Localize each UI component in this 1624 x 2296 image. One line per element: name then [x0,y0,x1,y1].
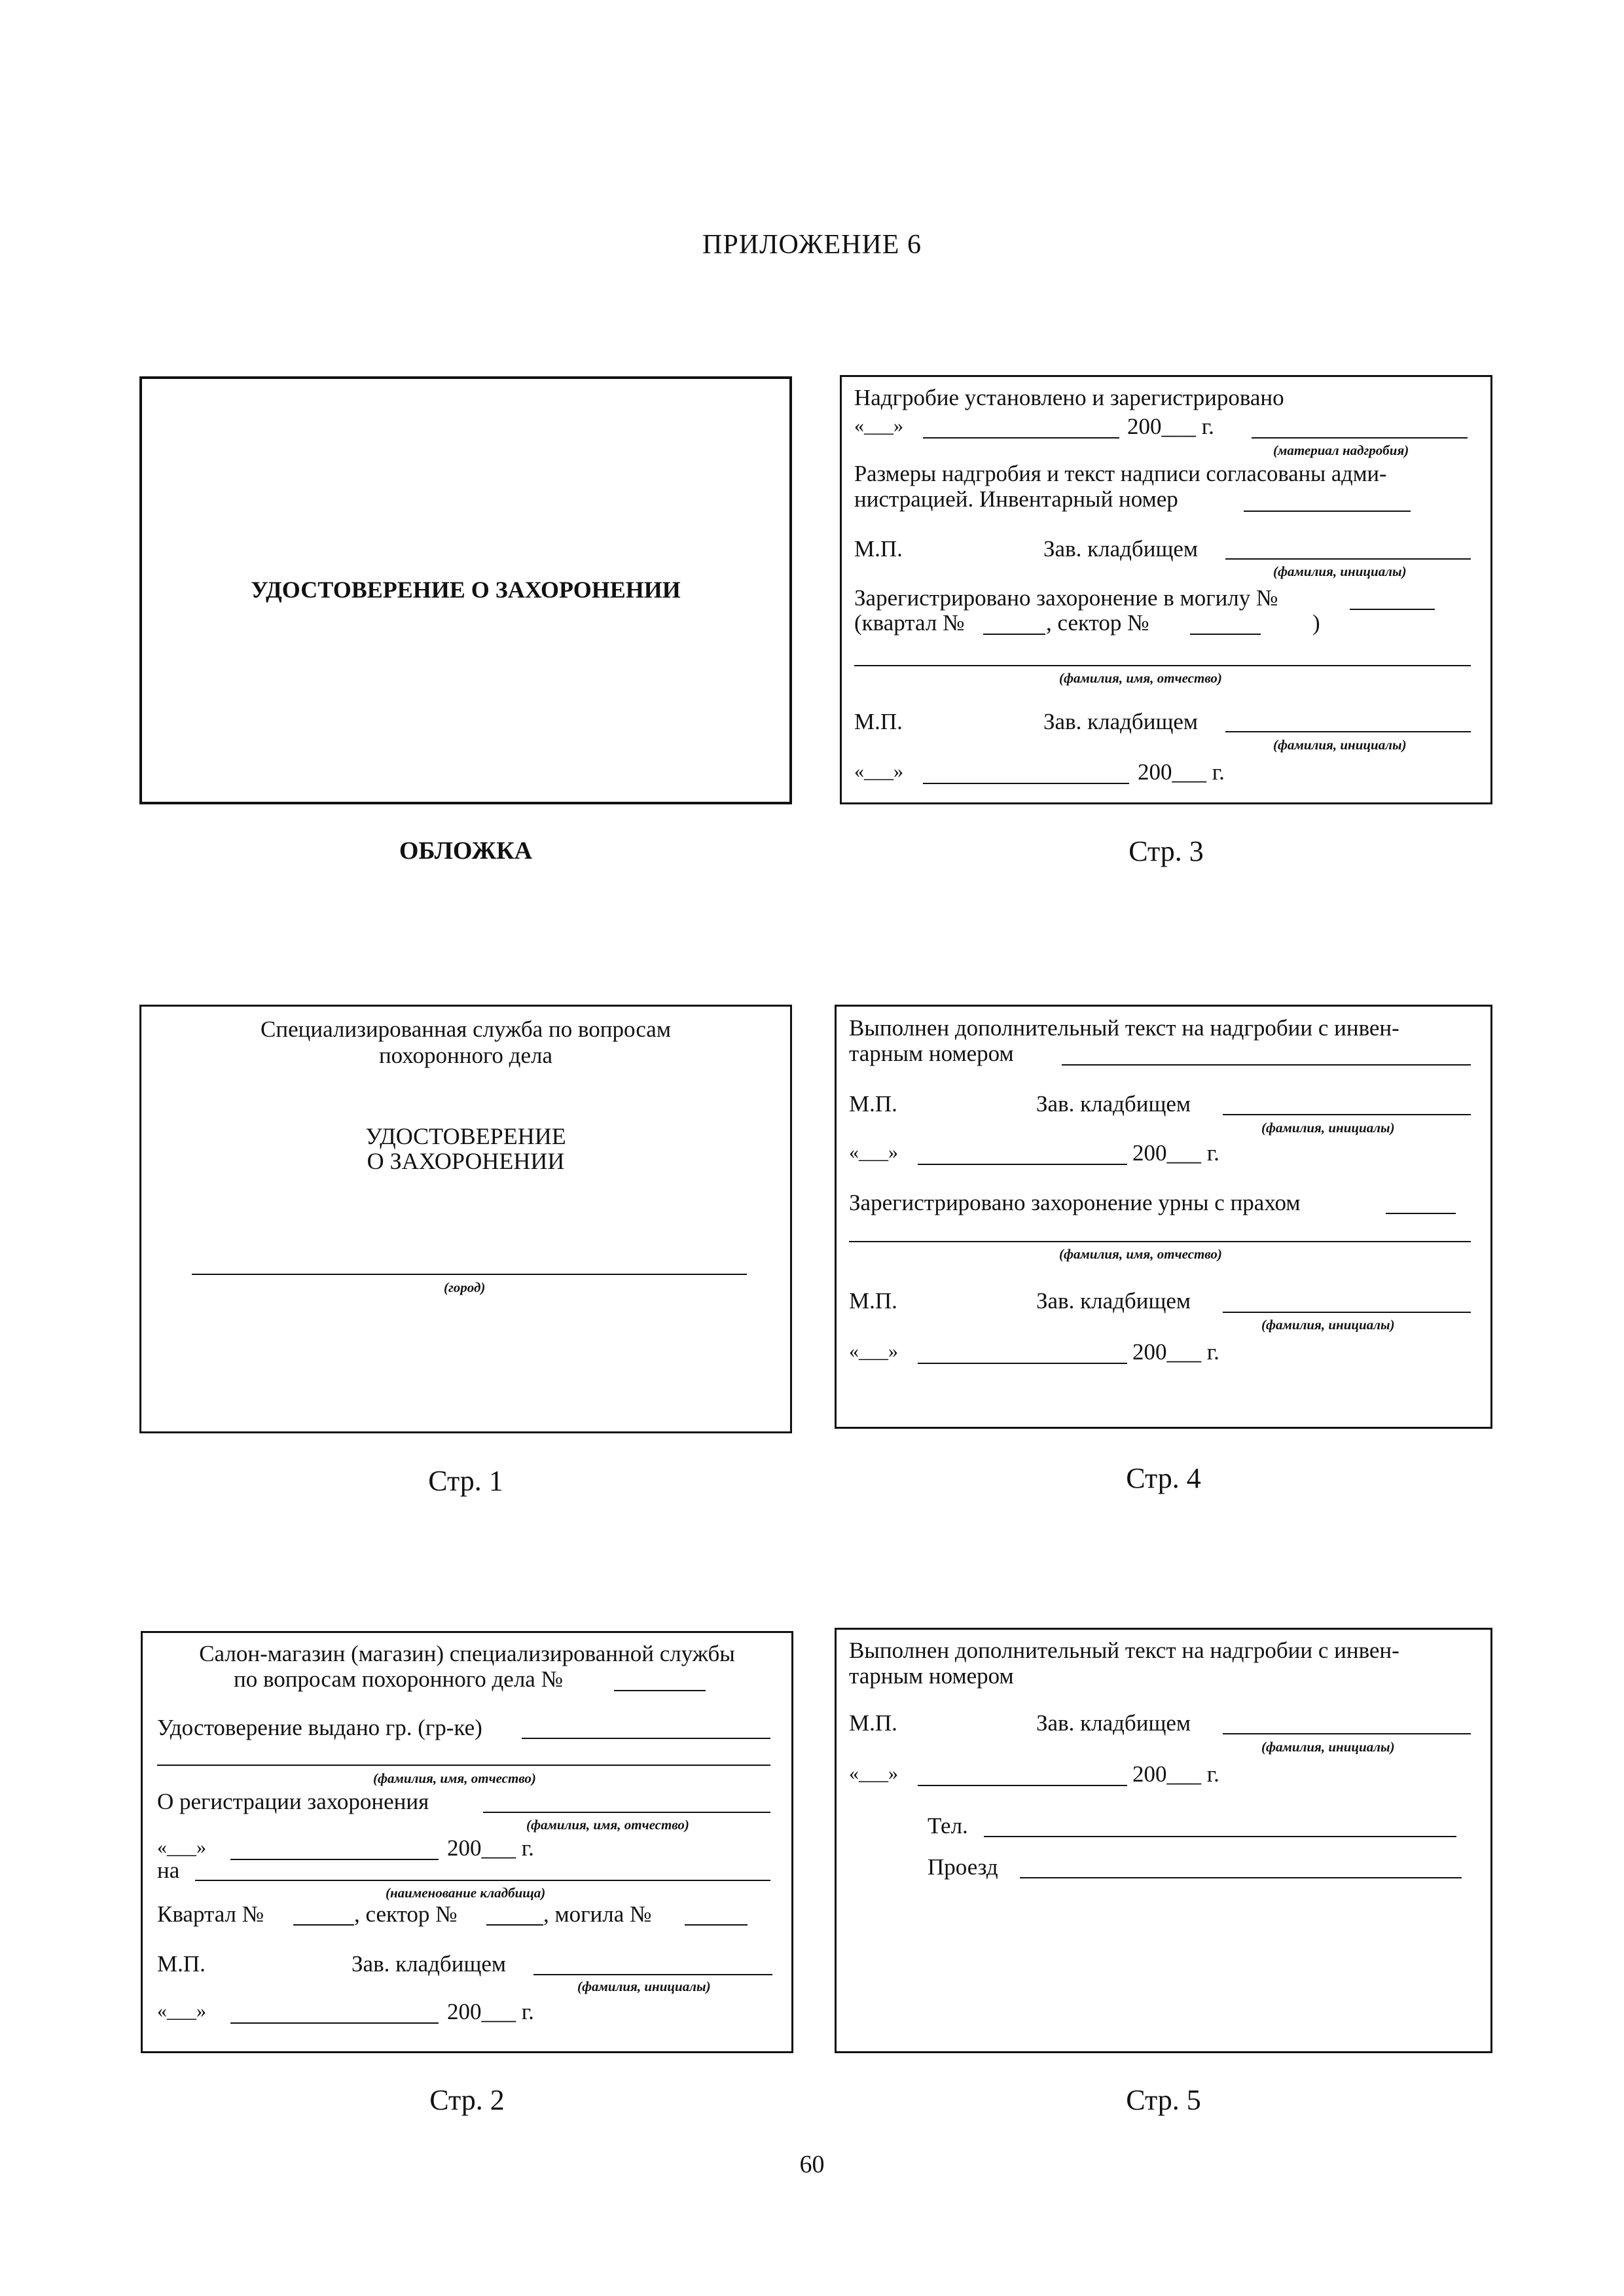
page5-head-blank[interactable] [1223,1733,1471,1734]
page5-mp: М.П. [849,1710,897,1736]
page5-tel-blank[interactable] [984,1836,1456,1837]
page2-cemetery-blank[interactable] [195,1880,770,1881]
page5-date-quote: «___» [849,1763,898,1784]
page2-cemetery-hint: (наименование кладбища) [386,1885,546,1901]
page2-sector-blank[interactable] [486,1924,543,1926]
page3-quarter: (квартал № [854,610,965,636]
page4-fio-short-hint2: (фамилия, инициалы) [1261,1317,1395,1333]
page4-date2-quote: «___» [849,1340,898,1362]
page3-sizes-line-a: Размеры надгробия и текст надписи согласованы адми- [854,461,1387,486]
page4-inventory-blank[interactable] [1062,1064,1471,1066]
page3-fio-full-hint: (фамилия, имя, отчество) [1059,670,1222,686]
page4-urn-blank[interactable] [1386,1213,1456,1214]
page5-tel: Тел. [928,1813,968,1839]
page4-date-blank[interactable] [918,1164,1127,1165]
page2-date-blank[interactable] [230,1859,439,1860]
page-number: 60 [799,2151,825,2178]
page3-fio-short-hint2: (фамилия, инициалы) [1273,737,1407,753]
page2-quarter: Квартал № [157,1901,264,1927]
page2-sector: , сектор № [354,1901,458,1927]
page3-material-hint: (материал надгробия) [1273,442,1409,458]
page2-fio-full-blank[interactable] [157,1765,770,1766]
cover-title: УДОСТОВЕРЕНИЕ О ЗАХОРОНЕНИИ [251,577,681,603]
page2-quarter-blank[interactable] [293,1924,354,1926]
page1-title-line2: О ЗАХОРОНЕНИИ [367,1148,565,1174]
page3-sector-blank[interactable] [1190,634,1261,635]
page2-date-year: 200___ г. [447,1835,534,1861]
page4-date-year: 200___ г. [1132,1140,1219,1166]
page2-date2-quote: «___» [157,2000,206,2022]
page5-route: Проезд [928,1854,998,1880]
page2-fio-short-hint: (фамилия, инициалы) [577,1979,711,1994]
page2-head: Зав. кладбищем [352,1951,507,1977]
page3-mp: М.П. [854,536,903,562]
page2-fio-full-hint: (фамилия, имя, отчество) [373,1770,536,1786]
page3-reg-grave: Зарегистрировано захоронение в могилу № [854,585,1278,611]
page2-salon-blank[interactable] [614,1690,706,1691]
page4-caption: Стр. 4 [1126,1462,1201,1494]
page1-city-blank[interactable] [192,1274,747,1275]
page1-service-line1: Специализированная служба по вопросам [261,1016,671,1042]
page2-grave: , могила № [543,1901,652,1927]
page3-date2-year: 200___ г. [1138,759,1225,785]
page3-fio-short-hint: (фамилия, инициалы) [1273,564,1407,579]
page3-date2-quote: «___» [854,761,903,782]
page2-head-blank[interactable] [533,1974,772,1975]
page2-salon-line1: Салон-магазин (магазин) специализированной службы [199,1641,735,1666]
page4-fio-short-hint: (фамилия, инициалы) [1261,1120,1395,1136]
page3-sector: , сектор № [1046,610,1149,636]
page3-date-blank[interactable] [923,437,1119,439]
page5-date-blank[interactable] [918,1785,1127,1786]
page2-mp: М.П. [157,1951,206,1977]
page1-card [139,1005,792,1433]
page3-date2-blank[interactable] [923,783,1129,784]
page5-route-blank[interactable] [1020,1877,1462,1878]
appendix-title: ПРИЛОЖЕНИЕ 6 [702,230,922,260]
page2-fio-full-hint2: (фамилия, имя, отчество) [526,1817,689,1833]
page3-date-year: 200___ г. [1127,414,1214,439]
page3-inventory-blank[interactable] [1244,511,1411,512]
page3-installed-line: Надгробие установлено и зарегистрировано [854,385,1284,410]
page3-grave-blank[interactable] [1350,609,1435,610]
page3-fio-full-blank[interactable] [854,665,1471,666]
page2-registration: О регистрации захоронения [157,1789,429,1814]
page2-grave-blank[interactable] [685,1924,748,1926]
page4-date2-blank[interactable] [918,1363,1127,1364]
page2-issued: Удостоверение выдано гр. (гр-ке) [157,1715,482,1740]
cover-caption: ОБЛОЖКА [399,837,533,865]
page4-date-quote: «___» [849,1141,898,1163]
page1-title-line1: УДОСТОВЕРЕНИЕ [365,1123,566,1149]
page5-line1: Выполнен дополнительный текст на надгробии с инвен- [849,1638,1399,1663]
page2-caption: Стр. 2 [429,2084,505,2116]
page3-sizes-line-b: нистрацией. Инвентарный номер [854,486,1178,512]
page1-service-line2: похоронного дела [378,1043,553,1068]
page3-head-blank[interactable] [1225,558,1471,560]
page5-fio-short-hint: (фамилия, инициалы) [1261,1739,1395,1755]
page3-mp2: М.П. [854,709,903,734]
page4-urn: Зарегистрировано захоронение урны с прахом [849,1190,1301,1215]
page5-card [835,1628,1492,2053]
page2-date2-blank[interactable] [230,2022,439,2024]
page4-head: Зав. кладбищем [1036,1091,1191,1117]
page2-registration-blank[interactable] [483,1812,770,1813]
page3-head: Зав. кладбищем [1043,536,1199,562]
page4-mp: М.П. [849,1091,897,1117]
page2-date2-year: 200___ г. [447,1999,534,2024]
page3-material-blank[interactable] [1252,437,1468,439]
page5-line2: тарным номером [849,1663,1014,1689]
page4-head-blank[interactable] [1223,1114,1471,1115]
page4-mp2: М.П. [849,1288,897,1314]
page3-head2: Зав. кладбищем [1043,709,1199,734]
page4-date2-year: 200___ г. [1132,1339,1219,1365]
page2-salon-line2: по вопросам похоронного дела № [234,1666,563,1692]
page4-line2: тарным номером [849,1041,1014,1066]
page2-on: на [157,1857,180,1883]
page4-head2: Зав. кладбищем [1036,1288,1191,1314]
page4-fio-full-hint: (фамилия, имя, отчество) [1059,1246,1222,1262]
page3-head2-blank[interactable] [1225,731,1471,732]
page3-caption: Стр. 3 [1128,835,1204,867]
page3-quarter-blank[interactable] [983,634,1045,635]
page3-date-quote: «___» [854,415,903,437]
page5-head: Зав. кладбищем [1036,1710,1191,1736]
page2-issued-blank[interactable] [522,1738,770,1739]
page4-head2-blank[interactable] [1223,1312,1471,1313]
page3-close-paren: ) [1312,610,1320,636]
page5-caption: Стр. 5 [1126,2084,1201,2116]
page5-date-year: 200___ г. [1132,1761,1219,1787]
page1-caption: Стр. 1 [428,1465,503,1497]
page4-line1: Выполнен дополнительный текст на надгробии с инвен- [849,1015,1399,1041]
page4-fio-full-blank[interactable] [849,1241,1471,1242]
page1-city-hint: (город) [444,1280,486,1295]
page2-date-quote: «___» [157,1837,206,1858]
